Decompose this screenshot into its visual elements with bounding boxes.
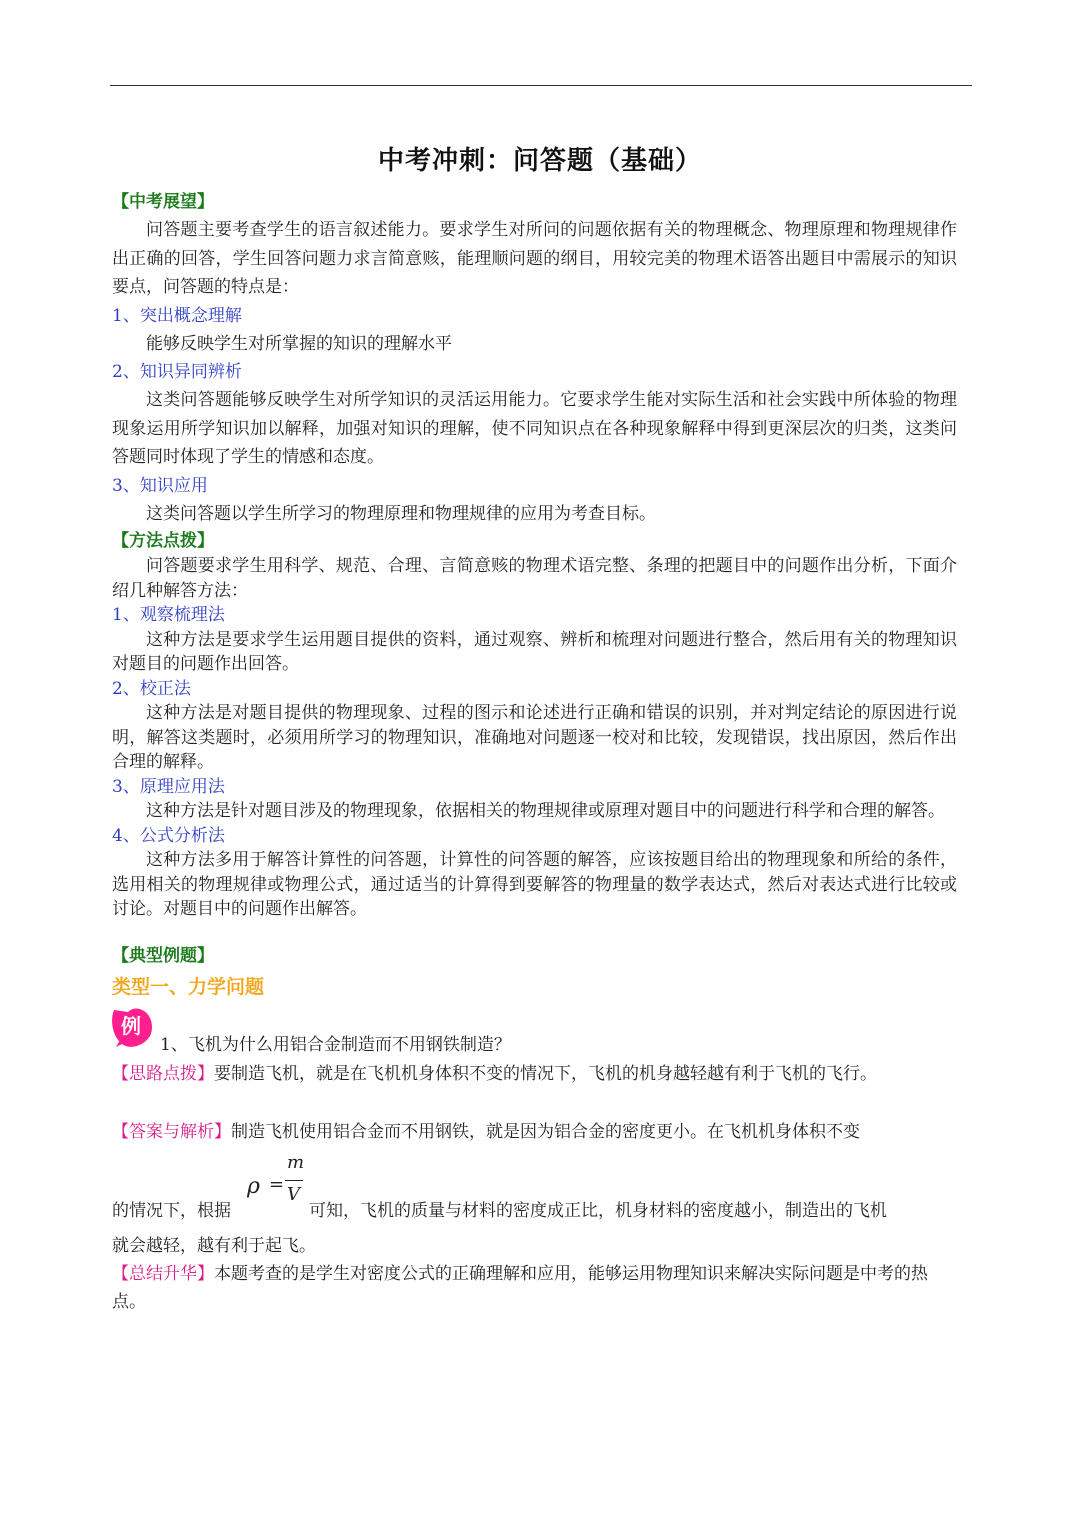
hint-text: 要制造飞机，就是在飞机机身体积不变的情况下，飞机的机身越轻越有利于飞机的飞行。 bbox=[214, 1063, 877, 1084]
example-badge-label: 例 bbox=[121, 1013, 141, 1038]
formula-equals: = bbox=[269, 1173, 285, 1195]
section-spacer bbox=[112, 922, 957, 942]
outlook-item-text: 能够反映学生对所掌握的知识的理解水平 bbox=[146, 333, 452, 354]
outlook-item-title: 2、知识异同辨析 bbox=[112, 362, 242, 382]
document-body bbox=[112, 188, 957, 1316]
methods-heading: 【方法点拨】 bbox=[112, 531, 214, 551]
example-badge-icon bbox=[108, 1006, 154, 1048]
outlook-item-title: 3、知识应用 bbox=[112, 475, 208, 496]
outlook-item-text: 这类问答题能够反映学生对所学知识的灵活运用能力。它要求学生能对实际生活和社会实践中所体验的物理现象运用所学知识加以解释，加强对知识的理解，使不同知识点在各种现象解释中得到更深层次的归类，这类问答题同时体现了学生的情感和态度。 bbox=[112, 390, 957, 467]
outlook-item-text: 这类问答题以学生所学习的物理原理和物理规律的应用为考查目标。 bbox=[146, 503, 656, 524]
answer-tag: 【答案与解析】 bbox=[112, 1121, 231, 1142]
hint-paragraph bbox=[112, 1060, 957, 1088]
method-item-title: 1、观察梳理法 bbox=[112, 605, 225, 625]
methods-intro: 问答题要求学生用科学、规范、合理、言简意赅的物理术语完整、条理的把题目中的问题作出分析，下面介绍几种解答方法： bbox=[112, 556, 957, 601]
method-item-title: 4、公式分析法 bbox=[112, 825, 225, 846]
page-title: 中考冲刺：问答题（基础） bbox=[377, 146, 702, 176]
formula-denominator: V bbox=[287, 1183, 300, 1205]
header-rule bbox=[110, 85, 972, 86]
summary-paragraph bbox=[112, 1260, 957, 1316]
outlook-heading: 【中考展望】 bbox=[112, 192, 214, 212]
hint-tag: 【思路点拨】 bbox=[112, 1063, 214, 1084]
answer-line-3: 就会越轻，越有利于起飞。 bbox=[112, 1235, 316, 1256]
density-formula bbox=[247, 1152, 309, 1222]
answer-line-1 bbox=[112, 1118, 957, 1146]
method-item-text: 这种方法是对题目提供的物理现象、过程的图示和论述进行正确和错误的识别，并对判定结论的原因进行说明，解答这类题时，必须用所学习的物理知识，准确地对问题逐一校对和比较，发现错误，找出原因，然后作出合理的解释。 bbox=[112, 703, 957, 772]
answer-text: 的情况下，根据 bbox=[112, 1200, 231, 1221]
method-item-title: 2、校正法 bbox=[112, 678, 191, 699]
summary-text: 本题考查的是学生对密度公式的正确理解和应用，能够运用物理知识来解决实际问题是中考的热点。 bbox=[112, 1263, 928, 1312]
type-heading: 类型一、力学问题 bbox=[112, 975, 265, 998]
formula-rho: ρ bbox=[247, 1173, 260, 1199]
method-item-title: 3、原理应用法 bbox=[112, 776, 225, 797]
outlook-item-title: 1、突出概念理解 bbox=[112, 305, 242, 326]
answer-text: 可知，飞机的质量与材料的密度成正比，机身材料的密度越小，制造出的飞机 bbox=[309, 1200, 887, 1221]
formula-numerator: m bbox=[287, 1151, 305, 1173]
answer-text: 制造飞机使用铝合金而不用钢铁，就是因为铝合金的密度更小。在飞机机身体积不变 bbox=[231, 1121, 860, 1142]
method-item-text: 这种方法多用于解答计算性的问答题，计算性的问答题的解答，应该按题目给出的物理现象和所给的条件，选用相关的物理规律或物理公式，通过适当的计算得到要解答的物理量的数学表达式，然后对表达式进行比较或讨论。对题目中的问题作出解答。 bbox=[112, 850, 957, 919]
answer-block bbox=[112, 1118, 957, 1316]
method-item-text: 这种方法是针对题目涉及的物理现象，依据相关的物理规律或原理对题目中的问题进行科学和合理的解答。 bbox=[146, 801, 945, 821]
example-question: 1、飞机为什么用铝合金制造而不用钢铁制造？ bbox=[160, 1034, 511, 1055]
formula-fraction-bar bbox=[285, 1180, 303, 1181]
outlook-intro: 问答题主要考查学生的语言叙述能力。要求学生对所问的问题依据有关的物理概念、物理原理和物理规律作出正确的回答，学生回答问题力求言简意赅，能理顺问题的纲目，用较完美的物理术语答出题目中需展示的知识要点，问答题的特点是： bbox=[112, 220, 957, 297]
answer-formula-line bbox=[112, 1146, 957, 1232]
example-question-row bbox=[112, 1002, 957, 1060]
summary-tag: 【总结升华】 bbox=[112, 1263, 214, 1284]
method-item-text: 这种方法是要求学生运用题目提供的资料，通过观察、辨析和梳理对问题进行整合，然后用有关的物理知识对题目的问题作出回答。 bbox=[112, 629, 957, 674]
examples-heading: 【典型例题】 bbox=[112, 945, 214, 966]
